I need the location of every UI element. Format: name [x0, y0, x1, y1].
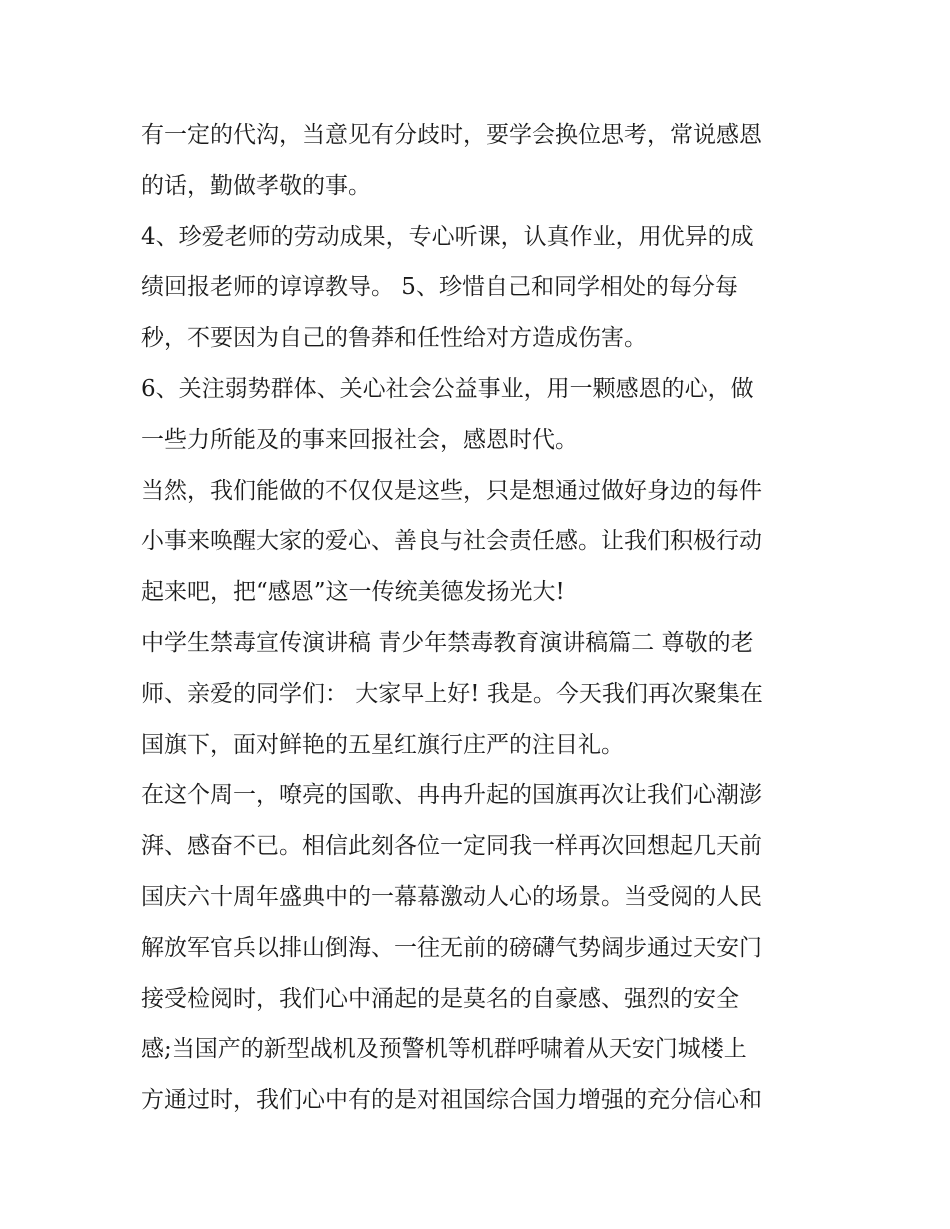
text-line: 师、亲爱的同学们： 大家早上好! 我是。今天我们再次聚集在: [141, 680, 763, 707]
text-line: 国旗下，面对鲜艳的五星红旗行庄严的注目礼。: [141, 731, 624, 758]
text-line: 6、关注弱势群体、关心社会公益事业，用一颗感恩的心，做: [141, 375, 754, 402]
text-line: 湃、感奋不已。相信此刻各位一定同我一样再次回想起几天前: [141, 833, 762, 860]
text-line: 有一定的代沟，当意见有分歧时，要学会换位思考，常说感恩: [141, 122, 762, 148]
text-line: 绩回报老师的谆谆教导。 5、珍惜自己和同学相处的每分每: [141, 274, 738, 301]
text-line: 的话，勤做孝敬的事。: [141, 172, 371, 199]
text-line: 在这个周一，嘹亮的国歌、冉冉升起的国旗再次让我们心潮澎: [141, 782, 762, 809]
text-line: 当然，我们能做的不仅仅是这些，只是想通过做好身边的每件: [141, 477, 762, 504]
text-line: 小事来唤醒大家的爱心、善良与社会责任感。让我们积极行动: [141, 528, 762, 555]
text-line: 解放军官兵以排山倒海、一往无前的磅礴气势阔步通过天安门: [141, 934, 762, 961]
text-line: 接受检阅时，我们心中涌起的是莫名的自豪感、强烈的安全: [141, 985, 739, 1012]
text-line: 起来吧，把“感恩”这一传统美德发扬光大!: [141, 579, 565, 606]
text-line: 方通过时，我们心中有的是对祖国综合国力增强的充分信心和: [141, 1087, 762, 1114]
text-line: 感;当国产的新型战机及预警机等机群呼啸着从天安门城楼上: [141, 1036, 747, 1063]
body-text: [141, 110, 821, 1126]
text-line: 中学生禁毒宣传演讲稿 青少年禁毒教育演讲稿篇二 尊敬的老: [141, 629, 754, 656]
text-line: 一些力所能及的事来回报社会，感恩时代。: [141, 426, 578, 453]
text-line: 秒，不要因为自己的鲁莽和任性给对方造成伤害。: [141, 325, 647, 352]
text-line: 4、珍爱老师的劳动成果，专心听课，认真作业，用优异的成: [141, 223, 754, 250]
text-line: 国庆六十周年盛典中的一幕幕激动人心的场景。当受阅的人民: [141, 883, 762, 910]
